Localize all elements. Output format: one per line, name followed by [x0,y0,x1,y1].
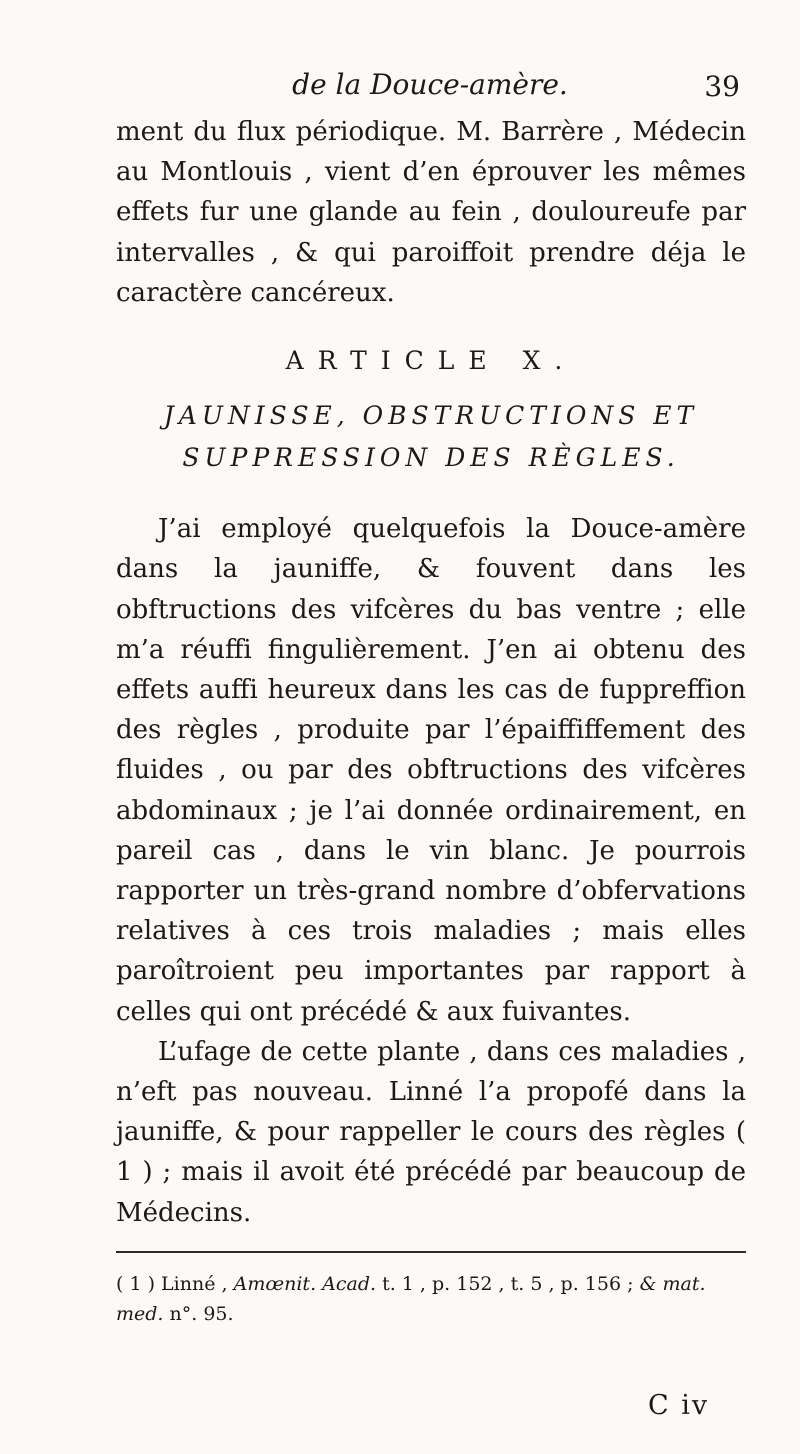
footnote-amp: & [639,1272,657,1295]
signature-mark: C iv [648,1390,710,1421]
running-head [120,68,740,108]
article-heading: ARTICLE X. [285,346,577,376]
footnote-number: n°. 95. [169,1302,234,1325]
footnote-work-2: mat. med. [116,1272,706,1325]
article-subtitle [116,395,746,479]
paragraph-history: L’ufage de cette plante , dans ces maladies , n’eft pas nouveau. Linné l’a propofé dans la jauniffe, & pour rappeller le cours des règles ( 1 ) ; mais il avoit été précédé par beaucoup de Médecins. [116,1036,746,1228]
paragraph-continuation: ment du flux périodique. M. Barrère , Médecin au Montlouis , vient d’en éprouver les mêmes effets fur une glande au fein , douloureufe par intervalles , & qui paroiffoit prendre déja le caractère cancéreux. [116,117,746,308]
footnote-author: Linné , [161,1272,228,1295]
footnote-refs: t. 1 , p. 152 , t. 5 , p. 156 ; [382,1272,634,1295]
page-number: 39 [704,70,740,103]
article-subtitle-line-1: JAUNISSE, OBSTRUCTIONS ET [163,401,699,431]
footnote-marker: ( 1 ) [116,1272,155,1295]
paragraph-usage: J’ai employé quelquefois la Douce-amère dans la jauniffe, & fouvent dans les obftructions des vifcères du bas ventre ; elle m’a réuffi fingulièrement. J’en ai obtenu des effets auffi heureux dans les cas de fuppreffion des règles , produite par l’épaiffiffement des fluides , ou par des obftructions des vifcères abdominaux ; je l’ai donnée ordinairement, en pareil cas , dans le vin blanc. Je pourrois rapporter un très-grand nombre d’obfervations relatives à ces trois maladies ; mais elles paroîtroient peu importantes par rapport à celles qui ont précédé & aux fuivantes. [116,514,746,1027]
article-subtitle-line-2: SUPPRESSION DES RÈGLES. [182,443,680,473]
page-body [116,112,746,1329]
footnote-divider [116,1251,746,1253]
footnote-work: Amœnit. Acad. [233,1272,377,1295]
running-title: de la Douce-amère. [292,68,568,101]
footnote [116,1269,746,1329]
